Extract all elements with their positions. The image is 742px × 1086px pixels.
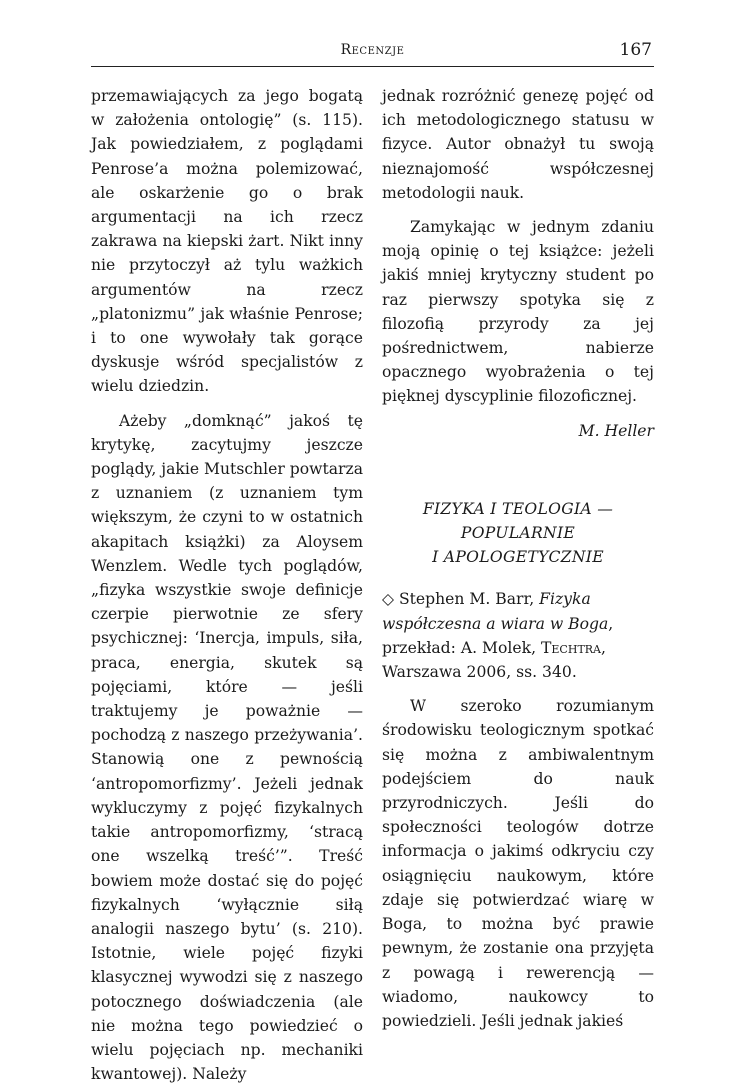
reviewer-signature: M. Heller — [578, 421, 654, 440]
paragraph-closing-opinion: Zamykając w jednym zdaniu moją opinię o tej książce: jeżeli jakiś mniej krytyczny student po raz pierwszy spotyka się z filozofią przyrody za jej pośrednictwem, nabierze opacznego wyobrażenia o tej pięknej dyscyplinie filozoficznej. — [382, 218, 654, 406]
book-title: Fizyka współczesna a wiara w Boga — [382, 590, 609, 633]
paragraph-mutschler: Ażeby „domknąć” jakoś tę krytykę, zacytujmy jeszcze poglądy, jakie Mutschler powtarza z uznaniem (z uznaniem tym większym, że czyni to w ostatnich akapitach książki) za Aloysem Wenzlem. Wedle tych poglądów, „fizyka wszystkie swoje definicje czerpie pierwotnie ze sfery psychicznej: ‘Inercja, impuls, siła, praca, energia, skutek są pojęciami, które — jeśli traktujemy je poważnie — pochodzą z naszego przeżywania’. Stanowią one z pewnością ‘antropomorfizmy’. Jeżeli jednak wykluczymy z pojęć fizykalnych takie antropomorfizmy, ‘stracą one wszelką treść’”. Treść bowiem może dostać się do pojęć fizykalnych ‘wyłącznie siłą analogii naszego bytu’ (s. 210). Istotnie, wiele pojęć fizyki klasycznej wywodzi się z naszego potocznego doświadczenia (ale nie można tego powiedzieć o wielu pojęciach np. mechaniki kwantowej). Należy — [91, 411, 363, 1084]
paragraph-continued: przemawiających za jego bogatą w założenia ontologię” (s. 115). Jak powiedziałem, z poglądami Penrose’a można polemizować, ale oskarżenie go o brak argumentacji na ich rzecz zakrawa na kiepski żart. Nikt inny nie przytoczył aż tylu ważkich argumentów na rzecz „platonizmu” jak właśnie Penrose; i to one wywołały tak gorące dyskusje wśród specjalistów z wielu dziedzin. — [91, 87, 363, 396]
paragraph-review-start: W szeroko rozumianym środowisku teologicznym spotkać się można z ambiwalentnym podejściem do nauk przyrodniczych. Jeśli do społeczności teologów dotrze informacja o jakimś odkryciu czy osiągnięciu naukowym, które zdaje się potwierdzać wiarę w Boga, to można być prawie pewnym, że zostanie ona przyjęta z powagą i rewerencją — wiadomo, naukowcy to powiedzieli. Jeśli jednak jakieś — [382, 697, 654, 1030]
running-head-title: Recenzje — [340, 42, 405, 58]
bibliographic-entry — [382, 587, 654, 684]
paragraph-continued-right: jednak rozróżnić genezę pojęć od ich metodologicznego statusu w fizyce. Autor obnażył tu swoją nieznajomość współczesnej metodologii nauk. — [382, 87, 654, 202]
section-title-line: FIZYKA I TEOLOGIA — — [422, 499, 614, 518]
running-header — [91, 40, 654, 67]
book-place-year-pages: , Warszawa 2006, ss. 340. — [382, 638, 606, 682]
left-column — [91, 84, 363, 1086]
book-author: Stephen M. Barr, — [398, 590, 535, 609]
right-column — [382, 84, 654, 1033]
section-title-line: I APOLOGETYCZNIE — [432, 548, 604, 567]
book-translator: , przekład: A. Molek, — [382, 614, 614, 657]
book-publisher: Techtra — [541, 638, 602, 657]
review-section-title — [382, 497, 654, 570]
diamond-icon: ◇ — [382, 590, 394, 609]
section-title-line: POPULARNIE — [460, 524, 576, 543]
page-number: 167 — [619, 40, 652, 60]
